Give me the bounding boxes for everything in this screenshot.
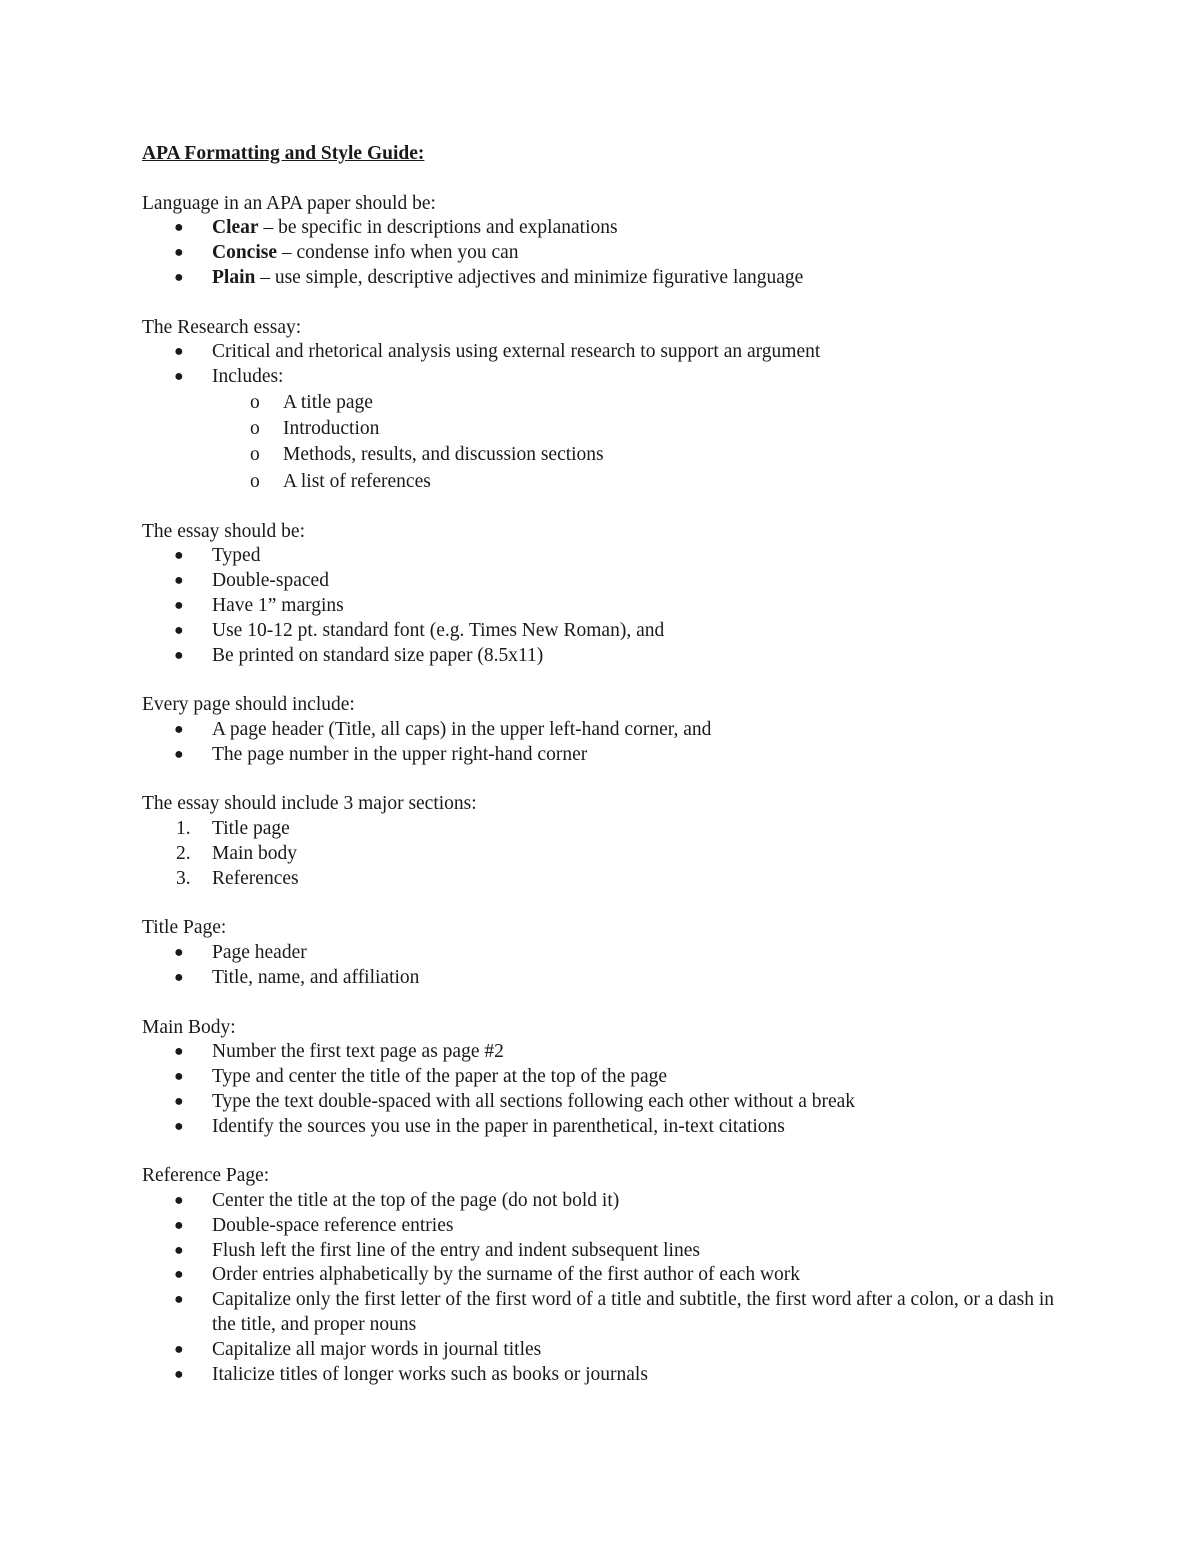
language-intro: Language in an APA paper should be: (142, 192, 436, 214)
bullet-icon: ● (174, 646, 184, 664)
spacer (142, 768, 1062, 793)
bullet-icon: ● (174, 1216, 184, 1234)
circle-bullet-icon: o (250, 470, 260, 492)
sublist-item-text: Introduction (283, 418, 380, 440)
sections-intro: The essay should include 3 major sections: (142, 793, 477, 815)
spacer (142, 495, 1062, 520)
reference-page-list (142, 1189, 1062, 1387)
bullet-icon: ● (174, 1365, 184, 1383)
every-page-list (142, 718, 1062, 768)
research-sublist (142, 390, 1062, 495)
list-item (142, 743, 1062, 768)
list-item (142, 544, 1062, 569)
list-item-text: Page header (212, 942, 307, 964)
list-item (142, 569, 1062, 594)
list-item-text: Have 1” margins (212, 594, 344, 616)
circle-bullet-icon: o (250, 444, 260, 466)
list-item (142, 1263, 1062, 1288)
list-item (142, 594, 1062, 619)
list-item (142, 1090, 1062, 1115)
bullet-icon: ● (174, 1291, 184, 1309)
sublist-item-text: A title page (283, 391, 373, 413)
list-item-text: Type the text double-spaced with all sections following each other without a break (212, 1090, 856, 1112)
bullet-icon: ● (174, 1117, 184, 1135)
sublist-item (142, 390, 1062, 416)
list-item-text: Main body (212, 842, 298, 864)
bullet-icon: ● (174, 1266, 184, 1284)
list-item-text: Number the first text page as page #2 (212, 1041, 504, 1063)
list-item-text: A page header (Title, all caps) in the upper left-hand corner, and (212, 718, 712, 740)
list-item-text: Use 10-12 pt. standard font (e.g. Times New Roman), and (212, 619, 665, 641)
list-number: 2. (176, 842, 191, 864)
list-item (142, 1214, 1062, 1239)
list-item (142, 619, 1062, 644)
document-body (142, 142, 1062, 1387)
research-list (142, 340, 1062, 390)
language-list (142, 216, 1062, 290)
bullet-icon: ● (174, 621, 184, 639)
list-item-text: Typed (212, 545, 261, 567)
bullet-icon: ● (174, 596, 184, 614)
list-item (142, 644, 1062, 669)
sublist-item (142, 442, 1062, 468)
bullet-icon: ● (174, 1092, 184, 1110)
bullet-icon: ● (174, 343, 184, 361)
sections-list (142, 817, 1062, 891)
reference-page-intro: Reference Page: (142, 1165, 270, 1187)
sublist-item (142, 416, 1062, 442)
bullet-icon: ● (174, 968, 184, 986)
list-item (142, 340, 1062, 365)
list-item (142, 365, 1062, 390)
list-item-text: Center the title at the top of the page (do not bold it) (212, 1190, 620, 1212)
list-item (142, 266, 1062, 291)
list-item (142, 817, 1062, 842)
bullet-icon: ● (174, 944, 184, 962)
list-item-text: Title page (212, 818, 290, 840)
list-item-text: Critical and rhetorical analysis using external research to support an argument (212, 341, 821, 363)
list-item-text: Capitalize only the first letter of the first word of a title and subtitle, the first word after a colon, or a dash in the title, and proper nouns (212, 1289, 1055, 1336)
bullet-icon: ● (174, 268, 184, 286)
bullet-icon: ● (174, 1241, 184, 1259)
list-item (142, 941, 1062, 966)
list-item-text: Type and center the title of the paper at the top of the page (212, 1066, 668, 1088)
list-item (142, 1040, 1062, 1065)
list-item (142, 1288, 1062, 1338)
spacer (142, 892, 1062, 917)
spacer (142, 291, 1062, 316)
list-item (142, 1189, 1062, 1214)
bullet-icon: ● (174, 244, 184, 262)
list-item (142, 842, 1062, 867)
bullet-icon: ● (174, 1340, 184, 1358)
list-item-text: Double-spaced (212, 570, 329, 592)
list-item-text: Capitalize all major words in journal titles (212, 1338, 542, 1360)
sublist-item-text: A list of references (283, 470, 431, 492)
list-item-text: The page number in the upper right-hand corner (212, 743, 588, 765)
bullet-icon: ● (174, 1068, 184, 1086)
list-item (142, 1239, 1062, 1264)
list-item-text: Be printed on standard size paper (8.5x11) (212, 644, 544, 666)
list-item-term: Concise (212, 242, 277, 264)
circle-bullet-icon: o (250, 418, 260, 440)
document-title: APA Formatting and Style Guide: (142, 143, 425, 164)
list-number: 3. (176, 867, 191, 889)
list-item (142, 718, 1062, 743)
bullet-icon: ● (174, 745, 184, 763)
list-item-text: Identify the sources you use in the paper in parenthetical, in-text citations (212, 1115, 785, 1137)
spacer (142, 167, 1062, 192)
bullet-icon: ● (174, 547, 184, 565)
list-item-text: Flush left the first line of the entry and indent subsequent lines (212, 1239, 700, 1261)
list-number: 1. (176, 818, 191, 840)
sublist-item-text: Methods, results, and discussion sections (283, 444, 604, 466)
research-intro: The Research essay: (142, 316, 302, 338)
main-body-list (142, 1040, 1062, 1139)
list-item (142, 867, 1062, 892)
list-item (142, 1065, 1062, 1090)
bullet-icon: ● (174, 1043, 184, 1061)
title-page-list (142, 941, 1062, 991)
list-item-text: Order entries alphabetically by the surname of the first author of each work (212, 1264, 801, 1286)
list-item-text: References (212, 867, 299, 889)
bullet-icon: ● (174, 219, 184, 237)
spacer (142, 668, 1062, 693)
list-item-text: Italicize titles of longer works such as books or journals (212, 1363, 648, 1385)
list-item (142, 1338, 1062, 1363)
essay-list (142, 544, 1062, 668)
list-item (142, 966, 1062, 991)
spacer (142, 1140, 1062, 1165)
spacer (142, 991, 1062, 1016)
bullet-icon: ● (174, 572, 184, 590)
sublist-item (142, 469, 1062, 495)
bullet-icon: ● (174, 368, 184, 386)
list-item-desc: – condense info when you can (277, 242, 519, 264)
list-item-text: Double-space reference entries (212, 1214, 454, 1236)
list-item-text: Includes: (212, 366, 284, 388)
list-item-desc: – be specific in descriptions and explanations (258, 217, 618, 239)
list-item (142, 1115, 1062, 1140)
list-item-text: Title, name, and affiliation (212, 966, 420, 988)
bullet-icon: ● (174, 720, 184, 738)
circle-bullet-icon: o (250, 391, 260, 413)
list-item-desc: – use simple, descriptive adjectives and minimize figurative language (255, 266, 804, 288)
list-item (142, 1363, 1062, 1388)
list-item (142, 241, 1062, 266)
every-page-intro: Every page should include: (142, 694, 355, 716)
essay-intro: The essay should be: (142, 520, 306, 542)
main-body-intro: Main Body: (142, 1016, 236, 1038)
bullet-icon: ● (174, 1192, 184, 1210)
list-item-term: Plain (212, 266, 256, 288)
list-item-term: Clear (212, 217, 259, 239)
title-page-intro: Title Page: (142, 917, 227, 939)
list-item (142, 216, 1062, 241)
